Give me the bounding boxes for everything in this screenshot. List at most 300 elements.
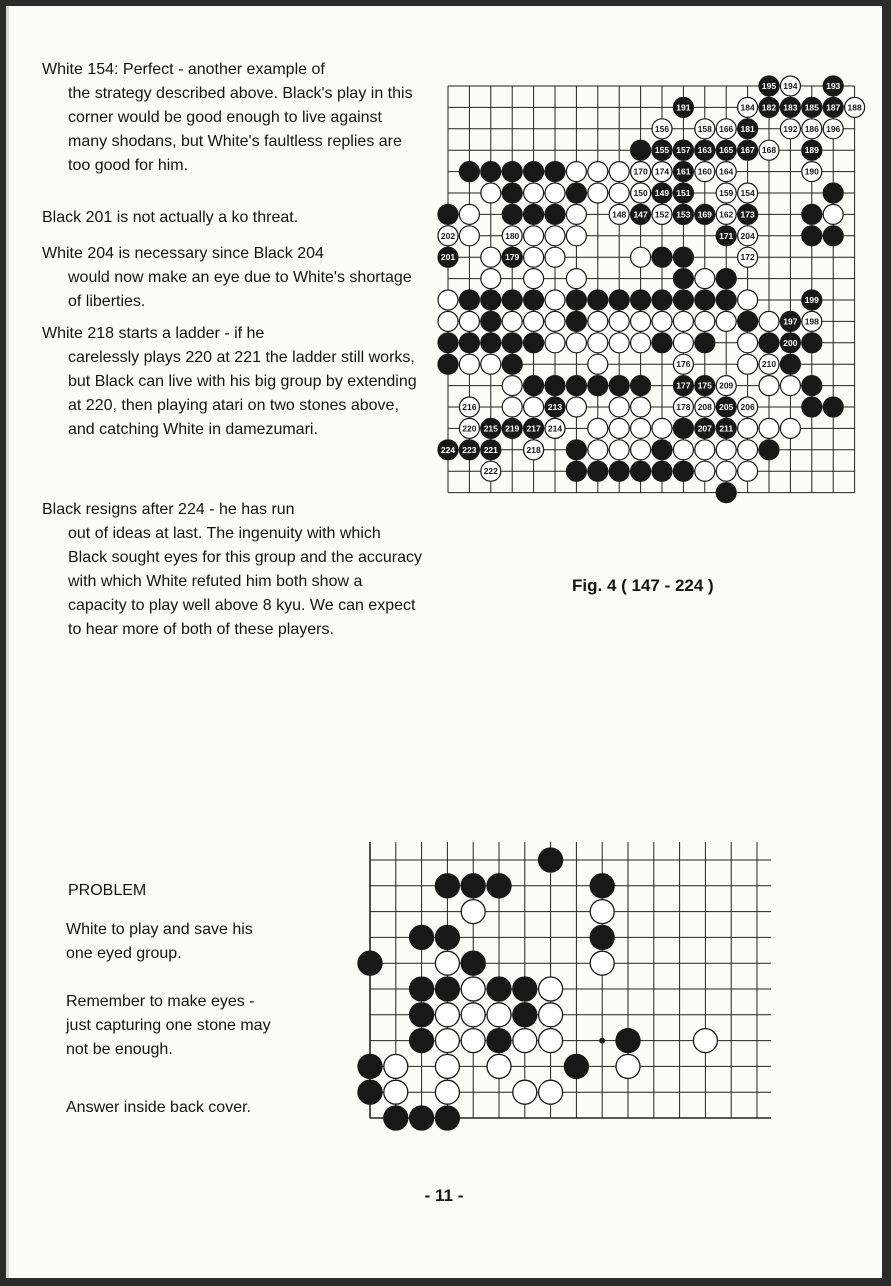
move-number: 215: [483, 423, 498, 434]
move-number: 166: [719, 123, 734, 134]
black-stone: [566, 376, 586, 396]
white-stone: [435, 951, 459, 975]
black-stone: [566, 440, 586, 460]
numbered-stone: [738, 247, 758, 267]
white-stone: [780, 376, 800, 396]
move-number: 163: [697, 145, 712, 156]
black-stone: [716, 290, 736, 310]
white-stone: [524, 311, 544, 331]
white-stone: [590, 900, 614, 924]
black-stone: [410, 1106, 434, 1130]
paragraph-black-201: [42, 206, 422, 230]
white-stone: [738, 440, 758, 460]
numbered-stone: [652, 183, 672, 203]
move-number: 157: [676, 145, 691, 156]
black-stone: [802, 226, 822, 246]
move-number: 194: [783, 81, 798, 91]
move-number: 167: [740, 145, 755, 156]
white-stone: [566, 162, 586, 182]
white-stone: [459, 204, 479, 224]
move-number: 169: [697, 209, 712, 220]
move-number: 222: [483, 466, 498, 477]
white-stone: [695, 269, 715, 289]
black-stone: [459, 333, 479, 353]
numbered-stone: [759, 76, 779, 96]
para-line: Black resigns after 224 - he has run: [42, 501, 295, 518]
para-continuation: out of ideas at last. The ingenuity with which Black sought eyes for this group and the accuracy with which White refuted him both show a capacity to play well above 8 kyu. We can expect to hear more of both of these players.: [68, 525, 422, 638]
white-stone: [566, 269, 586, 289]
white-stone: [545, 183, 565, 203]
white-stone: [609, 311, 629, 331]
white-stone: [759, 311, 779, 331]
numbered-stone: [716, 119, 736, 139]
black-stone: [823, 183, 843, 203]
numbered-stone: [459, 418, 479, 438]
move-number: 160: [697, 166, 712, 177]
white-stone: [609, 397, 629, 417]
numbered-stone: [738, 119, 758, 139]
white-stone: [588, 333, 608, 353]
white-stone: [461, 1003, 485, 1027]
numbered-stone: [673, 376, 693, 396]
black-stone: [524, 204, 544, 224]
numbered-stone: [802, 311, 822, 331]
black-stone: [435, 874, 459, 898]
black-stone: [524, 333, 544, 353]
move-number: 156: [654, 123, 670, 134]
move-number: 188: [847, 102, 862, 113]
numbered-stone: [524, 440, 544, 460]
white-stone: [631, 311, 651, 331]
book-page: [6, 6, 882, 1278]
move-number: 173: [740, 209, 755, 220]
white-stone: [524, 397, 544, 417]
black-stone: [435, 1106, 459, 1130]
numbered-stone: [780, 76, 800, 96]
numbered-stone: [695, 119, 715, 139]
white-stone: [695, 311, 715, 331]
black-stone: [802, 333, 822, 353]
problem-text-3: Answer inside back cover.: [66, 1099, 251, 1116]
numbered-stone: [695, 140, 715, 160]
white-stone: [759, 376, 779, 396]
numbered-stone: [738, 397, 758, 417]
numbered-stone: [738, 204, 758, 224]
move-number: 196: [826, 123, 841, 134]
white-stone: [609, 333, 629, 353]
numbered-stone: [631, 204, 651, 224]
numbered-stone: [716, 183, 736, 203]
white-stone: [459, 226, 479, 246]
black-stone: [358, 1080, 382, 1104]
white-stone: [588, 311, 608, 331]
white-stone: [566, 397, 586, 417]
move-number: 190: [804, 166, 819, 177]
black-stone: [502, 290, 522, 310]
move-number: 186: [804, 123, 819, 134]
move-number: 197: [783, 316, 798, 327]
move-number: 177: [676, 380, 691, 391]
numbered-stone: [716, 204, 736, 224]
black-stone: [545, 376, 565, 396]
black-stone: [609, 376, 629, 396]
black-stone: [358, 951, 382, 975]
move-number: 149: [654, 188, 670, 198]
black-stone: [545, 204, 565, 224]
black-stone: [802, 204, 822, 224]
move-number: 158: [697, 123, 712, 134]
black-stone: [513, 977, 537, 1001]
move-number: 183: [783, 102, 798, 113]
black-stone: [502, 354, 522, 374]
white-stone: [539, 977, 563, 1001]
black-stone: [716, 269, 736, 289]
black-stone: [524, 376, 544, 396]
figure-caption: Fig. 4 ( 147 - 224 ): [572, 576, 714, 595]
numbered-stone: [802, 97, 822, 117]
white-stone: [481, 269, 501, 289]
black-stone: [435, 925, 459, 949]
white-stone: [631, 418, 651, 438]
black-stone: [410, 1003, 434, 1027]
white-stone: [738, 354, 758, 374]
white-stone: [502, 376, 522, 396]
white-stone: [673, 440, 693, 460]
move-number: 175: [697, 380, 712, 391]
move-number: 199: [804, 295, 819, 305]
black-stone: [564, 1054, 588, 1078]
black-stone: [438, 333, 458, 353]
numbered-stone: [502, 226, 522, 246]
numbered-stone: [780, 97, 800, 117]
black-stone: [461, 874, 485, 898]
white-stone: [545, 333, 565, 353]
numbered-stone: [673, 397, 693, 417]
paragraph-white-218: [42, 322, 422, 442]
numbered-stone: [502, 418, 522, 438]
black-stone: [673, 418, 693, 438]
white-stone: [695, 440, 715, 460]
numbered-stone: [759, 354, 779, 374]
black-stone: [545, 162, 565, 182]
white-stone: [566, 333, 586, 353]
move-number: 184: [740, 102, 755, 113]
numbered-stone: [481, 418, 501, 438]
para-line: White 154: Perfect - another example of: [42, 61, 325, 78]
black-stone: [461, 951, 485, 975]
numbered-stone: [673, 162, 693, 182]
black-stone: [502, 333, 522, 353]
move-number: 148: [612, 209, 627, 220]
white-stone: [461, 977, 485, 1001]
move-number: 209: [719, 380, 734, 391]
page-number: - 11 -: [424, 1186, 464, 1205]
numbered-stone: [652, 204, 672, 224]
black-stone: [459, 162, 479, 182]
numbered-stone: [695, 376, 715, 396]
white-stone: [588, 162, 608, 182]
numbered-stone: [738, 97, 758, 117]
numbered-stone: [524, 418, 544, 438]
problem-title: PROBLEM: [68, 882, 147, 899]
numbered-stone: [802, 140, 822, 160]
move-number: 192: [783, 123, 798, 134]
black-stone: [566, 311, 586, 331]
white-stone: [539, 1029, 563, 1053]
white-stone: [524, 269, 544, 289]
move-number: 165: [719, 145, 734, 156]
white-stone: [545, 247, 565, 267]
numbered-stone: [459, 440, 479, 460]
move-number: 208: [697, 402, 712, 412]
black-stone: [524, 162, 544, 182]
numbered-stone: [823, 97, 843, 117]
white-stone: [384, 1054, 408, 1078]
black-stone: [487, 874, 511, 898]
numbered-stone: [802, 162, 822, 182]
move-number: 178: [676, 402, 691, 412]
move-number: 218: [526, 444, 541, 455]
numbered-stone: [695, 162, 715, 182]
move-number: 219: [505, 423, 520, 434]
black-stone: [410, 977, 434, 1001]
white-stone: [438, 311, 458, 331]
black-stone: [780, 354, 800, 374]
black-stone: [652, 247, 672, 267]
black-stone: [695, 333, 715, 353]
go-diagram-fig4: [430, 70, 870, 540]
black-stone: [435, 977, 459, 1001]
white-stone: [609, 440, 629, 460]
problem-text-2: Remember to make eyes - just capturing one stone may not be enough.: [66, 993, 271, 1058]
black-stone: [823, 226, 843, 246]
numbered-stone: [673, 354, 693, 374]
black-stone: [410, 1029, 434, 1053]
white-stone: [438, 290, 458, 310]
paragraph-black-resigns: [42, 498, 422, 642]
black-stone: [481, 333, 501, 353]
numbered-stone: [802, 119, 822, 139]
numbered-stone: [823, 76, 843, 96]
white-stone: [545, 290, 565, 310]
black-stone: [588, 376, 608, 396]
black-stone: [590, 874, 614, 898]
numbered-stone: [695, 397, 715, 417]
move-number: 153: [676, 209, 691, 220]
black-stone: [759, 333, 779, 353]
black-stone: [738, 311, 758, 331]
move-number: 221: [483, 444, 498, 455]
black-stone: [802, 376, 822, 396]
numbered-stone: [481, 461, 501, 481]
white-stone: [435, 1029, 459, 1053]
numbered-stone: [502, 247, 522, 267]
numbered-stone: [802, 290, 822, 310]
black-stone: [588, 461, 608, 481]
white-stone: [609, 183, 629, 203]
numbered-stone: [609, 204, 629, 224]
white-stone: [631, 247, 651, 267]
numbered-stone: [481, 440, 501, 460]
white-stone: [695, 461, 715, 481]
white-stone: [716, 440, 736, 460]
white-stone: [487, 1003, 511, 1027]
para-line: Black 201 is not actually a ko threat.: [42, 209, 299, 226]
white-stone: [590, 951, 614, 975]
white-stone: [487, 1054, 511, 1078]
white-stone: [616, 1054, 640, 1078]
numbered-stone: [631, 162, 651, 182]
move-number: 211: [719, 423, 734, 434]
black-stone: [695, 290, 715, 310]
move-number: 164: [719, 166, 734, 177]
black-stone: [652, 290, 672, 310]
move-number: 151: [676, 188, 691, 198]
black-stone: [673, 247, 693, 267]
white-stone: [545, 226, 565, 246]
numbered-stone: [738, 226, 758, 246]
move-number: 204: [740, 230, 755, 241]
white-stone: [459, 354, 479, 374]
numbered-stone: [652, 119, 672, 139]
white-stone: [588, 354, 608, 374]
black-stone: [438, 354, 458, 374]
white-stone: [524, 183, 544, 203]
white-stone: [716, 311, 736, 331]
black-stone: [410, 925, 434, 949]
move-number: 224: [440, 444, 456, 455]
move-number: 152: [654, 209, 670, 220]
white-stone: [461, 1029, 485, 1053]
black-stone: [358, 1054, 382, 1078]
numbered-stone: [716, 376, 736, 396]
numbered-stone: [780, 333, 800, 353]
black-stone: [673, 461, 693, 481]
move-number: 210: [761, 359, 777, 370]
numbered-stone: [823, 119, 843, 139]
white-stone: [588, 418, 608, 438]
numbered-stone: [673, 140, 693, 160]
black-stone: [802, 397, 822, 417]
numbered-stone: [438, 440, 458, 460]
black-stone: [588, 290, 608, 310]
numbered-stone: [716, 140, 736, 160]
move-number: 171: [719, 230, 734, 241]
move-number: 206: [740, 402, 755, 412]
numbered-stone: [673, 204, 693, 224]
move-number: 223: [462, 444, 477, 455]
numbered-stone: [780, 311, 800, 331]
white-stone: [502, 397, 522, 417]
move-number: 201: [440, 252, 456, 263]
white-stone: [524, 247, 544, 267]
white-stone: [481, 247, 501, 267]
white-stone: [502, 311, 522, 331]
white-stone: [539, 1080, 563, 1104]
white-stone: [716, 461, 736, 481]
black-stone: [652, 333, 672, 353]
black-stone: [566, 461, 586, 481]
white-stone: [673, 333, 693, 353]
move-number: 217: [526, 423, 541, 434]
move-number: 179: [505, 252, 520, 263]
move-number: 174: [654, 166, 670, 177]
para-continuation: carelessly plays 220 at 221 the ladder still works, but Black can live with his big group by extending at 220, then playing atari on two stones above, and catching White in damezumari.: [68, 349, 417, 438]
move-number: 147: [633, 209, 648, 220]
white-stone: [513, 1080, 537, 1104]
move-number: 182: [761, 102, 777, 113]
white-stone: [693, 1029, 717, 1053]
move-number: 213: [547, 402, 563, 412]
move-number: 170: [633, 166, 648, 177]
black-stone: [631, 140, 651, 160]
move-number: 202: [440, 230, 456, 241]
numbered-stone: [652, 140, 672, 160]
black-stone: [631, 376, 651, 396]
white-stone: [823, 204, 843, 224]
black-stone: [481, 162, 501, 182]
white-stone: [435, 1080, 459, 1104]
white-stone: [481, 183, 501, 203]
black-stone: [652, 440, 672, 460]
numbered-stone: [695, 418, 715, 438]
para-line: White 204 is necessary since Black 204: [42, 245, 324, 262]
black-stone: [524, 290, 544, 310]
move-number: 207: [697, 423, 712, 434]
black-stone: [487, 977, 511, 1001]
numbered-stone: [759, 140, 779, 160]
move-number: 185: [804, 102, 819, 113]
black-stone: [566, 183, 586, 203]
move-number: 161: [676, 166, 691, 177]
move-number: 214: [547, 423, 563, 434]
white-stone: [673, 311, 693, 331]
numbered-stone: [759, 97, 779, 117]
black-stone: [459, 290, 479, 310]
numbered-stone: [695, 204, 715, 224]
go-diagram-problem: [356, 832, 876, 1142]
paragraph-white-204: [42, 242, 422, 314]
black-stone: [487, 1029, 511, 1053]
numbered-stone: [738, 140, 758, 160]
para-continuation: would now make an eye due to White's shortage of liberties.: [68, 269, 412, 310]
move-number: 176: [676, 359, 691, 370]
numbered-stone: [438, 226, 458, 246]
black-stone: [673, 290, 693, 310]
white-stone: [631, 440, 651, 460]
white-stone: [652, 311, 672, 331]
move-number: 155: [654, 145, 670, 156]
white-stone: [759, 418, 779, 438]
white-stone: [539, 1003, 563, 1027]
numbered-stone: [716, 418, 736, 438]
move-number: 159: [719, 188, 734, 198]
numbered-stone: [716, 397, 736, 417]
numbered-stone: [631, 183, 651, 203]
numbered-stone: [716, 226, 736, 246]
white-stone: [545, 311, 565, 331]
white-stone: [566, 204, 586, 224]
white-stone: [738, 418, 758, 438]
white-stone: [588, 440, 608, 460]
black-stone: [759, 440, 779, 460]
move-number: 189: [804, 145, 819, 156]
numbered-stone: [673, 183, 693, 203]
white-stone: [780, 418, 800, 438]
black-stone: [566, 290, 586, 310]
black-stone: [616, 1029, 640, 1053]
white-stone: [738, 333, 758, 353]
